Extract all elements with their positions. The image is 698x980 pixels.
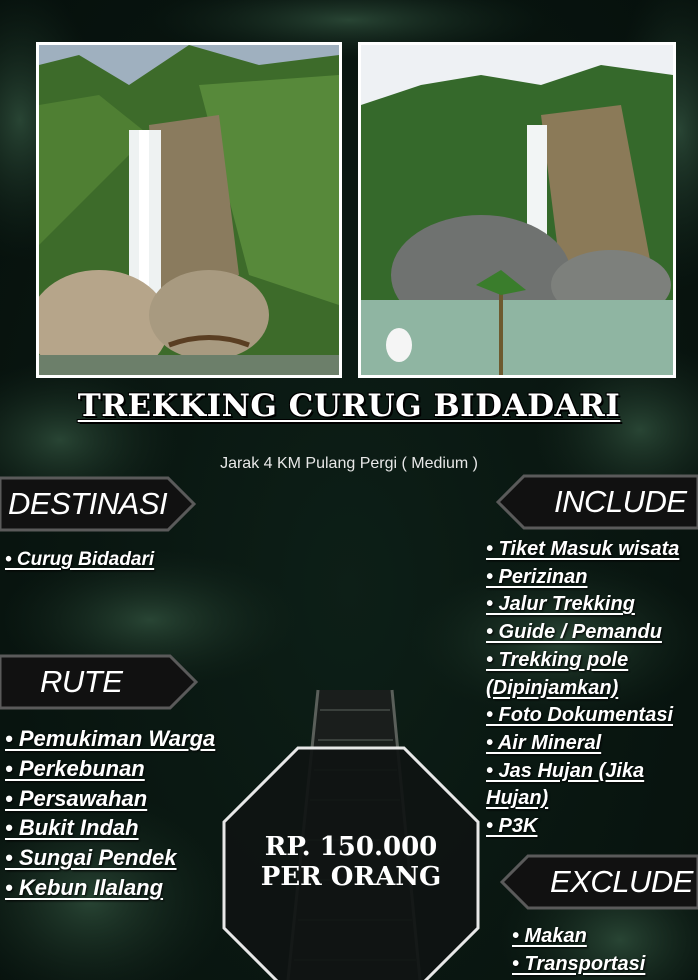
waterfall-photo-left: [36, 42, 342, 378]
price-badge: [222, 746, 480, 980]
include-banner: [496, 474, 698, 530]
list-item: • Air Mineral: [486, 731, 602, 754]
price-unit: PER ORANG: [260, 862, 442, 892]
destinasi-heading: DESTINASI: [8, 486, 168, 521]
list-item: • Perizinan: [486, 565, 588, 588]
list-item: • Transportasi: [512, 953, 646, 975]
rute-heading: RUTE: [40, 664, 123, 699]
list-item: • Kebun Ilalang: [5, 874, 164, 900]
list-item: • Trekking pole (Dipinjamkan): [486, 648, 629, 699]
list-item: • P3K: [486, 815, 538, 838]
waterfall-photo-right: [358, 42, 676, 378]
list-item: • Jas Hujan (Jika Hujan): [486, 759, 645, 810]
list-item: • Guide / Pemandu: [486, 621, 662, 644]
list-item: • Tiket Masuk wisata: [486, 538, 680, 560]
exclude-list: [512, 922, 645, 978]
destinasi-banner: [0, 476, 196, 532]
list-item: • Bukit Indah: [5, 815, 139, 841]
rute-banner: [0, 654, 198, 710]
list-item: • Curug Bidadari: [5, 549, 155, 570]
list-item: • Pemukiman Warga: [5, 726, 216, 751]
exclude-banner: [500, 854, 698, 910]
list-item: • Perkebunan: [5, 755, 145, 781]
list-item: • Sungai Pendek: [5, 845, 177, 871]
rute-list: [5, 724, 215, 903]
list-item: • Jalur Trekking: [486, 593, 635, 616]
list-item: • Foto Dokumentasi: [486, 704, 674, 727]
list-item: • Persawahan: [5, 785, 148, 811]
page-title: TREKKING CURUG BIDADARI: [77, 388, 621, 424]
price-amount: RP. 150.000: [264, 832, 438, 862]
list-item: • Makan: [512, 925, 587, 947]
destinasi-list: [5, 545, 154, 574]
include-heading: INCLUDE: [554, 484, 687, 519]
exclude-heading: EXCLUDE: [550, 864, 693, 899]
include-list: [486, 536, 696, 841]
subtitle: Jarak 4 KM Pulang Pergi ( Medium ): [220, 455, 478, 472]
